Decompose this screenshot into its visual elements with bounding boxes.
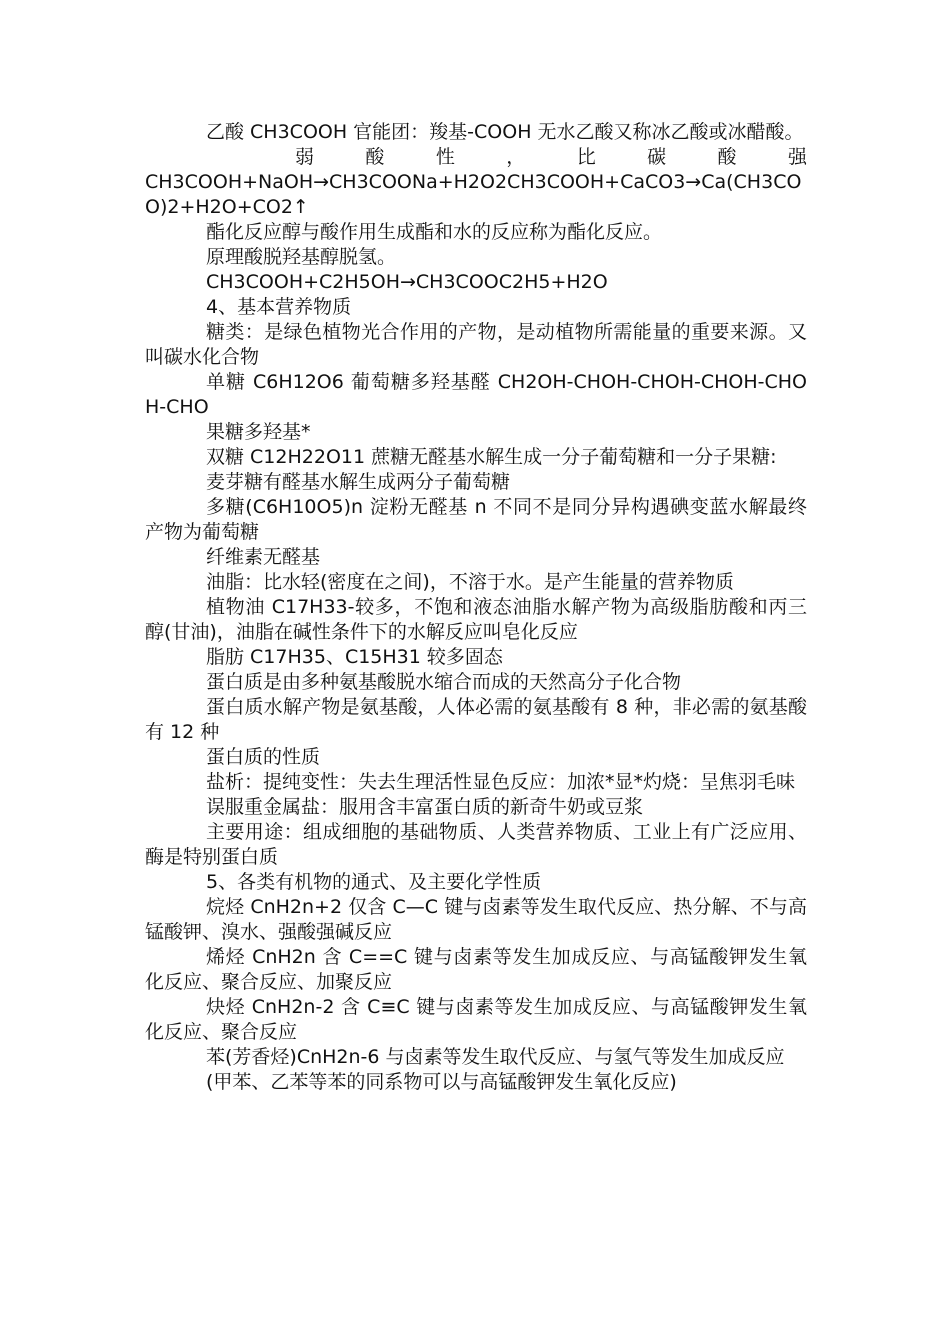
paragraph-main-uses: 主要用途：组成细胞的基础物质、人类营养物质、工业上有广泛应用、酶是特别蛋白质 xyxy=(145,821,807,868)
paragraph-sugars: 糖类：是绿色植物光合作用的产物，是动植物所需能量的重要来源。又叫碳水化合物 xyxy=(145,321,807,368)
paragraph-cellulose: 纤维素无醛基 xyxy=(206,546,321,568)
paragraph-monosaccharide: 单糖 C6H12O6 葡萄糖多羟基醛 CH2OH-CHOH-CHOH-CHOH-CHOH-CHO xyxy=(145,371,807,418)
document-page xyxy=(145,120,807,1095)
section-heading-nutrients: 4、基本营养物质 xyxy=(206,296,352,318)
paragraph-protein: 蛋白质是由多种氨基酸脱水缩合而成的天然高分子化合物 xyxy=(206,671,682,693)
paragraph-disaccharide: 双糖 C12H22O11 蔗糖无醛基水解生成一分子葡萄糖和一分子果糖: xyxy=(206,446,777,468)
paragraph-protein-hydrolysis: 蛋白质水解产物是氨基酸，人体必需的氨基酸有 8 种，非必需的氨基酸有 12 种 xyxy=(145,696,807,743)
paragraph-vegetable-oil: 植物油 C17H33-较多，不饱和液态油脂水解产物为高级脂肪酸和丙三醇(甘油)，油脂在碱性条件下的水解反应叫皂化反应 xyxy=(145,596,807,643)
paragraph-animal-fat: 脂肪 C17H35、C15H31 较多固态 xyxy=(206,646,503,668)
paragraph-benzene: 苯(芳香烃)CnH2n-6 与卤素等发生取代反应、与氢气等发生加成反应 xyxy=(206,1046,785,1068)
paragraph-salting-out: 盐析：提纯变性：失去生理活性显色反应：加浓*显*灼烧：呈焦羽毛味 xyxy=(206,771,796,793)
paragraph-alkene: 烯烃 CnH2n 含 C==C 键与卤素等发生加成反应、与高锰酸钾发生氧化反应、聚合反应、加聚反应 xyxy=(145,946,807,993)
paragraph-fats: 油脂：比水轻(密度在之间)，不溶于水。是产生能量的营养物质 xyxy=(206,571,734,593)
section-heading-organics: 5、各类有机物的通式、及主要化学性质 xyxy=(206,871,542,893)
paragraph-protein-properties: 蛋白质的性质 xyxy=(206,746,321,768)
paragraph-polysaccharide: 多糖(C6H10O5)n 淀粉无醛基 n 不同不是同分异构遇碘变蓝水解最终产物为葡萄糖 xyxy=(145,496,807,543)
paragraph-principle: 原理酸脱羟基醇脱氢。 xyxy=(206,246,397,268)
paragraph-fructose: 果糖多羟基* xyxy=(206,421,311,443)
paragraph-alkyne: 炔烃 CnH2n-2 含 C≡C 键与卤素等发生加成反应、与高锰酸钾发生氧化反应、聚合反应 xyxy=(145,996,807,1043)
paragraph-acetic-acid: 乙酸 CH3COOH 官能团：羧基-COOH 无水乙酸又称冰乙酸或冰醋酸。 xyxy=(206,121,804,143)
paragraph-esterification: 酯化反应醇与酸作用生成酯和水的反应称为酯化反应。 xyxy=(206,221,663,243)
paragraph-maltose: 麦芽糖有醛基水解生成两分子葡萄糖 xyxy=(206,471,511,493)
paragraph-benzene-homologs: (甲苯、乙苯等苯的同系物可以与高锰酸钾发生氧化反应) xyxy=(206,1071,677,1093)
paragraph-ester-equation: CH3COOH+C2H5OH→CH3COOC2H5+H2O xyxy=(206,271,608,293)
paragraph-alkane: 烷烃 CnH2n+2 仅含 C—C 键与卤素等发生取代反应、热分解、不与高锰酸钾、溴水、强酸强碱反应 xyxy=(145,896,807,943)
paragraph-acid-reactions: CH3COOH+NaOH→CH3COONa+H2O2CH3COOH+CaCO3→Ca(CH3COO)2+H2O+CO2↑ xyxy=(145,171,802,218)
paragraph-weak-acid: 弱酸性，比碳酸强 xyxy=(295,146,807,168)
paragraph-heavy-metal: 误服重金属盐：服用含丰富蛋白质的新奇牛奶或豆浆 xyxy=(206,796,644,818)
